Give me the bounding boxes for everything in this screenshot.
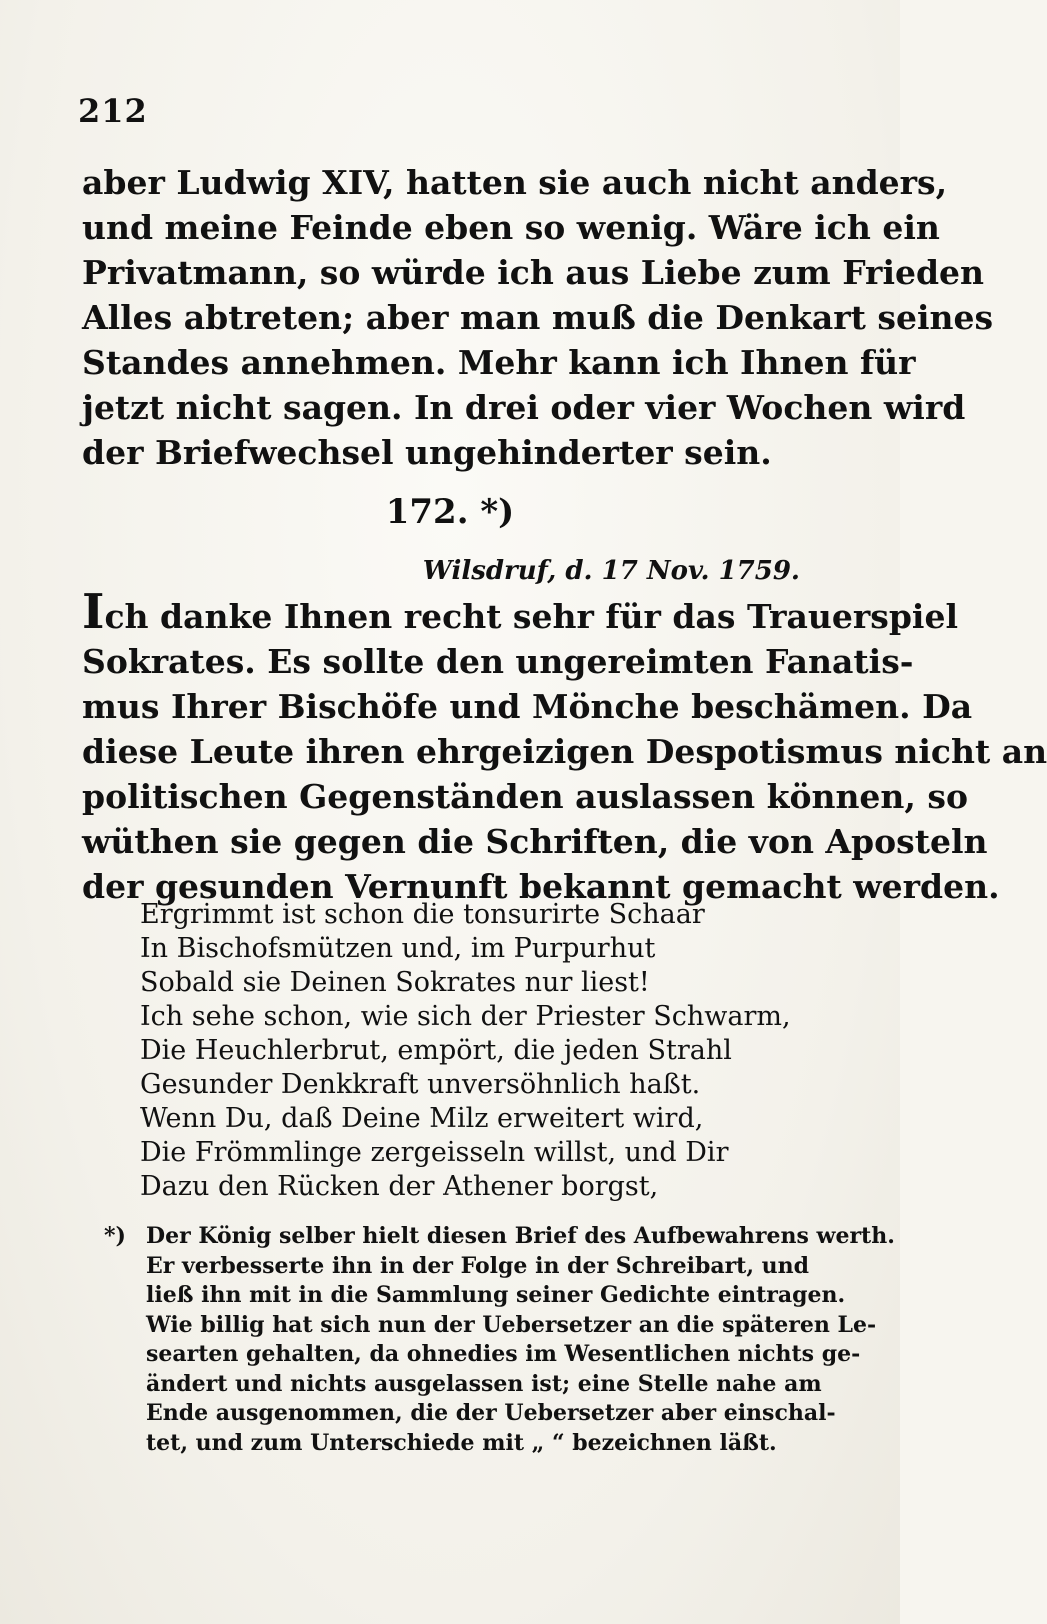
text-line: aber Ludwig XIV, hatten sie auch nicht anders, [82,163,948,202]
text-line: Standes annehmen. Mehr kann ich Ihnen für [82,343,916,382]
verse-line: Die Heuchlerbrut, empört, die jeden Strahl [140,1035,732,1066]
paragraph-1 [82,160,994,475]
footnote-line: searten gehalten, da ohnedies im Wesentlichen nichts ge- [146,1341,861,1367]
footnote-line: ändert und nichts ausgelassen ist; eine Stelle nahe am [146,1370,822,1397]
text-line: mus Ihrer Bischöfe und Mönche beschämen. Da [82,687,973,726]
verse-line: Sobald sie Deinen Sokrates nur liest! [140,967,650,998]
footnote-marker: *) [104,1223,126,1249]
verse-line: Ich sehe schon, wie sich der Priester Schwarm, [140,1001,791,1032]
letter-heading: 172. *) [385,492,515,532]
verse-line: In Bischofsmützen und, im Purpurhut [140,933,656,964]
text-line: jetzt nicht sagen. In drei oder vier Wochen wird [82,388,966,427]
text-line: wüthen sie gegen die Schriften, die von Aposteln [82,822,988,861]
footnote-line: Wie billig hat sich nun der Uebersetzer an die späteren Le- [146,1311,877,1338]
footnote-line: tet, und zum Unterschiede mit „ “ bezeichnen läßt. [146,1429,777,1456]
text-line: Sokrates. Es sollte den ungereimten Fanatis- [82,642,914,681]
footnote-line: Er verbesserte ihn in der Folge in der Schreibart, und [146,1252,810,1279]
text-line: diese Leute ihren ehrgeizigen Despotismus nicht an [82,732,1047,771]
text-line: Privatmann, so würde ich aus Liebe zum Frieden [82,253,985,292]
verse-line: Gesunder Denkkraft unversöhnlich haßt. [140,1069,701,1100]
text-line: Alles abtreten; aber man muß die Denkart seines [82,298,994,337]
verse-line: Ergrimmt ist schon die tonsurirte Schaar [140,899,705,930]
footnote-line: Ende ausgenommen, die der Uebersetzer aber einschal- [146,1400,836,1426]
text-line: der gesunden Vernunft bekannt gemacht werden. [82,867,1000,906]
footnote-line: Der König selber hielt diesen Brief des Aufbewahrens werth. [146,1223,895,1249]
dateline: Wilsdruf, d. 17 Nov. 1759. [422,556,800,586]
page-number: 212 [78,92,148,130]
footnote [104,1222,895,1458]
paragraph-2 [82,584,1047,909]
text-line: politischen Gegenständen auslassen können, so [82,777,968,816]
text-line: und meine Feinde eben so wenig. Wäre ich ein [82,208,940,247]
verse-line: Dazu den Rücken der Athener borgst, [140,1171,659,1202]
text-line: der Briefwechsel ungehinderter sein. [82,433,772,472]
verse-line: Die Frömmlinge zergeisseln willst, und Dir [140,1137,729,1168]
footnote-line: ließ ihn mit in die Sammlung seiner Gedichte eintragen. [146,1282,846,1308]
poem-verses [140,898,791,1204]
verse-line: Wenn Du, daß Deine Milz erweitert wird, [140,1103,704,1134]
text-line: Ich danke Ihnen recht sehr für das Trauerspiel [82,584,958,640]
